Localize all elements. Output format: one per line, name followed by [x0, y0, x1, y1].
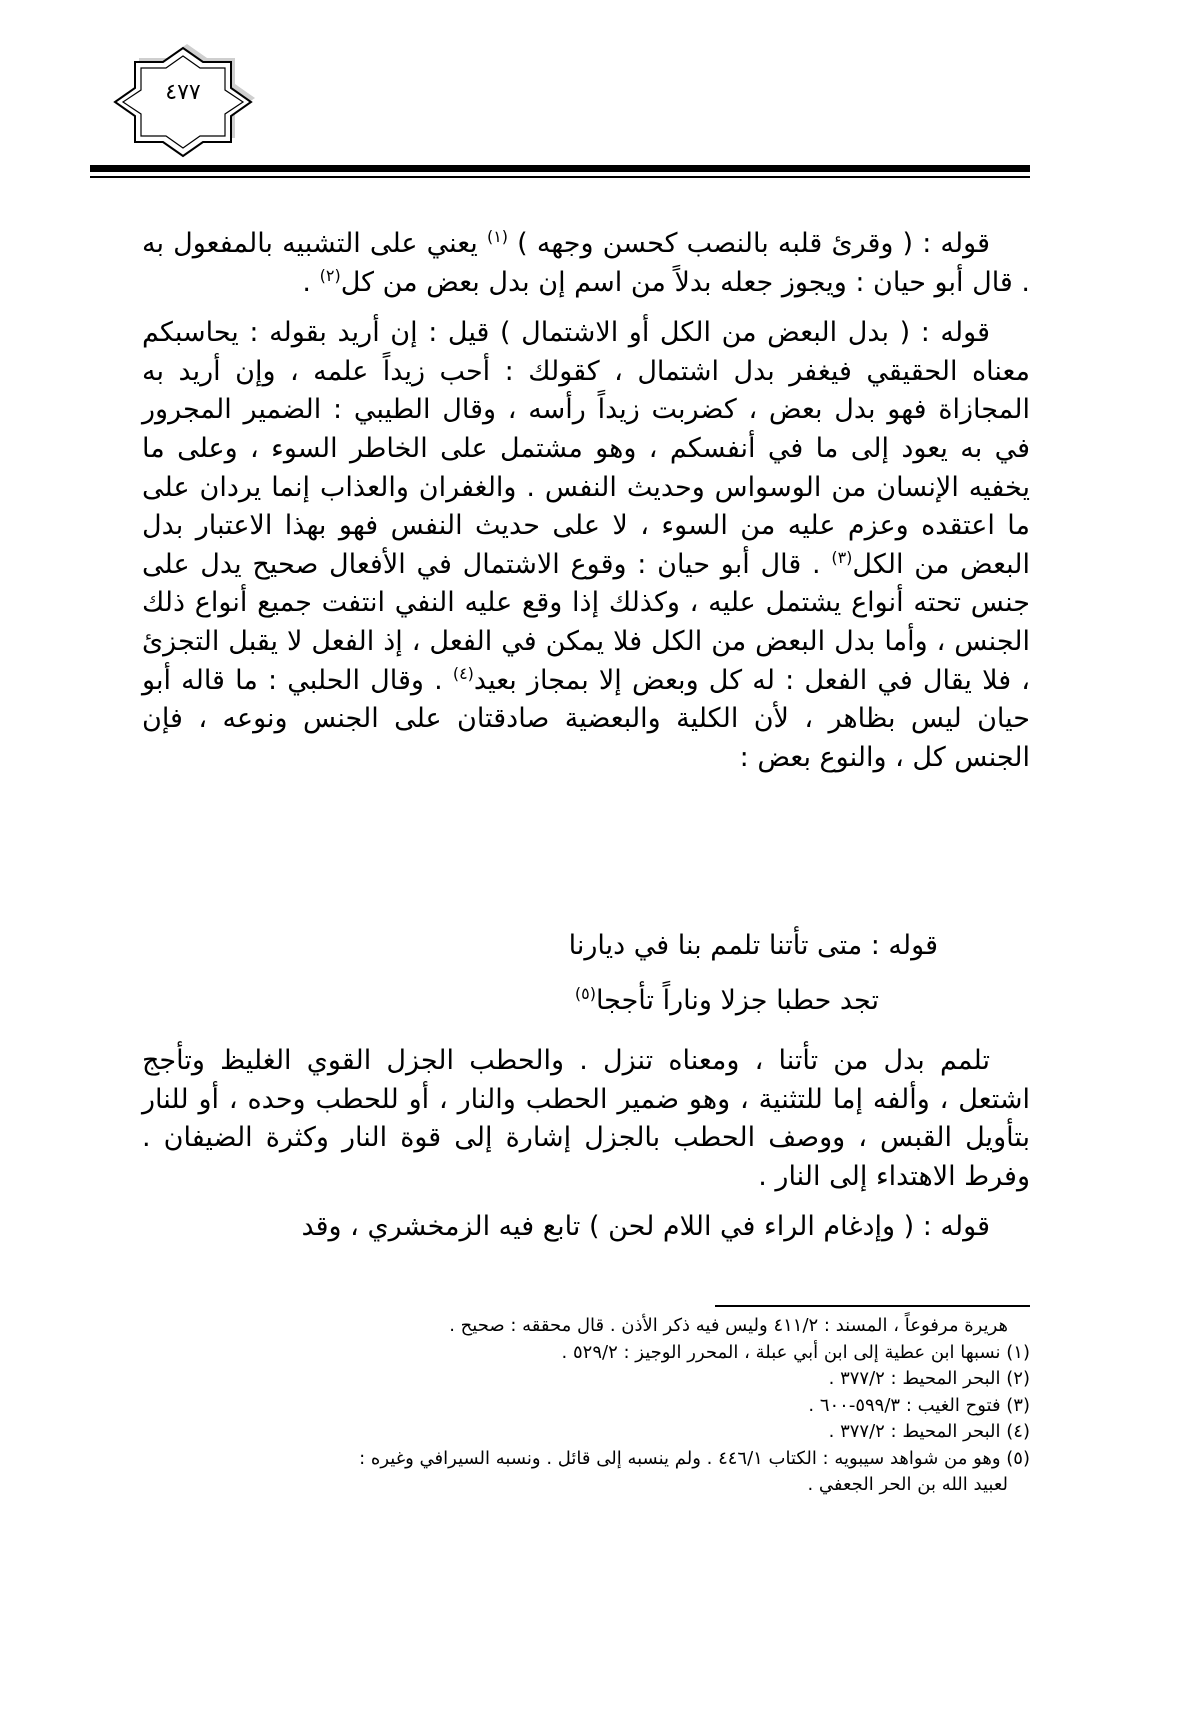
paragraph-1-text-2: يعني على التشبيه بالمفعول به . قال أبو حيان : ويجوز جعله بدلاً من اسم إن بدل بعض من كل: [142, 228, 1030, 298]
paragraph-1-text: قوله : ( وقرئ قلبه بالنصب كحسن وجهه ): [508, 228, 990, 259]
footnote-1: (١) نسبها ابن عطية إلى ابن أبي عبلة ، المحرر الوجيز : ٥٢٩/٢ .: [561, 1341, 1030, 1363]
footnote-5-continued: لعبيد الله بن الحر الجعفي .: [807, 1474, 1008, 1495]
footnote-4: (٤) البحر المحيط : ٣٧٧/٢ .: [828, 1421, 1030, 1442]
paragraph-2-text-3: . وقال الحلبي : ما قاله أبو حيان ليس بظاهر ، لأن الكلية والبعضية صادقتان على الجنس ونوعه ، فإن الجنس كل ، والنوع بعض :: [142, 664, 1030, 773]
main-text-continued: [142, 1042, 1030, 1247]
page-number: ٤٧٧: [165, 80, 201, 105]
header-rule-thick: [90, 165, 1030, 172]
paragraph-2-text: قوله : ( بدل البعض من الكل أو الاشتمال ) قيل : إن أريد بقوله : يحاسبكم معناه الحقيقي فيغفر بدل اشتمال ، كقولك : أحب زيداً علمه ، وإن أريد به المجازاة فهو بدل بعض ، كضربت زيداً رأسه ، وقال الطيبي : الضمير المجرور في به يعود إلى ما في أنفسكم ، وهو مشتمل على الخاطر السوء ، وعلى ما يخفيه الإنسان من الوسواس وحديث النفس . والغفران والعذاب إنما يردان على ما اعتقده وعزم عليه من السوء ، لا على حديث النفس فهو بهذا الاعتبار بدل البعض من الكل: [142, 317, 1031, 580]
footnotes: [150, 1313, 1030, 1499]
footnote-ref-4: (٤): [452, 663, 474, 683]
paragraph-4: قوله : ( وإدغام الراء في اللام لحن ) تابع فيه الزمخشري ، وقد: [301, 1211, 990, 1243]
footnote-carryover: هريرة مرفوعاً ، المسند : ٤١١/٢ وليس فيه ذكر الأذن . قال محققه : صحيح .: [449, 1315, 1008, 1336]
paragraph-3: تلمم بدل من تأتنا ، ومعناه تنزل . والحطب الجزل القوي الغليظ وتأجج اشتعل ، وألفه إما للتثنية ، وهو ضمير الحطب والنار ، أو للحطب وحده ، أو للنار بتأويل القبس ، ووصف الحطب بالجزل إشارة إلى قوة النار وكثرة الضيفان . وفرط الاهتداء إلى النار .: [142, 1045, 1030, 1192]
main-text: [142, 225, 1030, 789]
paragraph-1-text-3: .: [302, 266, 320, 298]
footnote-ref-1: (١): [486, 227, 509, 246]
footnote-ref-5: (٥): [574, 984, 596, 1003]
footnote-separator: [715, 1305, 1030, 1307]
verse-line-2-text: تجد حطبا جزلا وناراً تأججا: [595, 985, 879, 1016]
footnote-5: (٥) وهو من شواهد سيبويه : الكتاب ٤٤٦/١ . ولم ينسبه إلى قائل . ونسبه السيرافي وغيره :: [359, 1447, 1030, 1469]
header-rule-thin: [90, 176, 1030, 178]
paragraph-1: [142, 225, 1030, 302]
paragraph-2-text-2: . قال أبو حيان : وقوع الاشتمال في الأفعال صحيح يدل على جنس تحته أنواع يشتمل عليه ، وكذلك إذا وقع عليه النفي انتفت جميع أنواع ذلك الجنس ، وأما بدل البعض من الكل فلا يمكن في الفعل ، إذ الفعل لا يقبل التجزئ ، فلا يقال في الفعل : له كل وبعض إلا بمجاز بعيد: [142, 548, 1030, 696]
footnote-2: (٢) البحر المحيط : ٣٧٧/٢ .: [828, 1368, 1030, 1389]
verse-line-2: [575, 985, 879, 1016]
footnote-ref-3: (٣): [831, 547, 853, 567]
verse-line-1: قوله : متى تأتنا تلمم بنا في ديارنا: [568, 930, 938, 961]
paragraph-2: [142, 314, 1030, 777]
footnote-3: (٣) فتوح الغيب : ٥٩٩/٣-٦٠٠ .: [808, 1394, 1030, 1416]
footnote-ref-2: (٢): [319, 265, 341, 285]
